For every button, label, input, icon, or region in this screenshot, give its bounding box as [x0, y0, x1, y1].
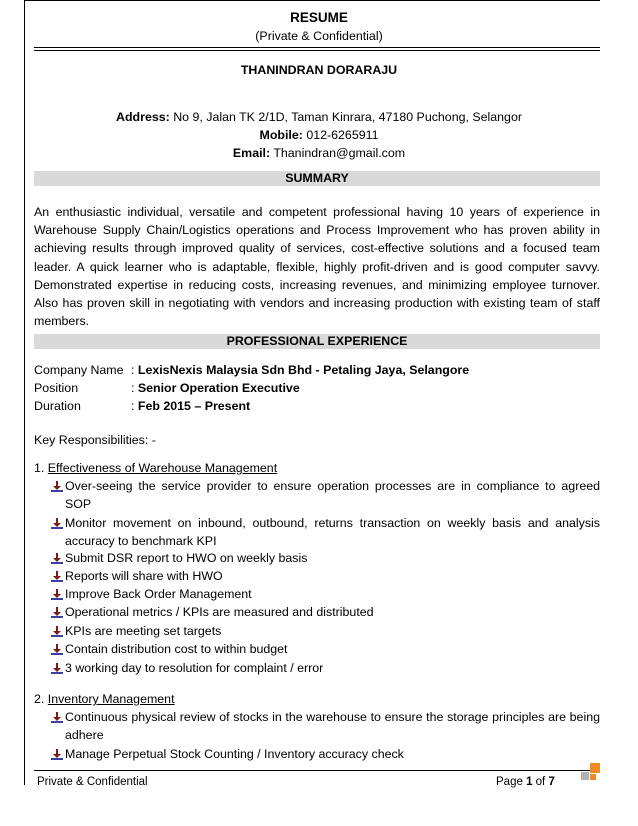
- page-frame-top: [24, 0, 600, 1]
- company-value: LexisNexis Malaysia Sdn Bhd - Petaling Jaya, Selangore: [137, 363, 470, 377]
- duration-colon: :: [131, 399, 138, 413]
- list-item: [50, 622, 600, 640]
- position-value: Senior Operation Executive: [137, 381, 300, 395]
- header-rule: [34, 47, 600, 48]
- arrow-bullet-icon: [50, 588, 64, 601]
- candidate-name: THANINDRAN DORARAJU: [240, 63, 398, 77]
- arrow-bullet-icon: [50, 711, 64, 724]
- summary-text: An enthusiastic individual, versatile and competent professional having 10 years of experience in Warehouse Supply Chain/Logistics operations and Process Improvement who has proven ability in achieving results through improved quality of services, cost-effective solutions and a focused team leader. A quick learner who is adaptable, flexible, highly profit-driven and is good computer savvy. Demonstrated expertise in reducing costs, increasing revenues, and minimizing employee turnover. Also has proven skill in negotiating with vendors and increasing production with existing team of staff members.: [34, 205, 600, 329]
- list-item-text: KPIs are meeting set targets: [65, 624, 222, 638]
- arrow-bullet-icon: [50, 606, 64, 619]
- list-item-text: Operational metrics / KPIs are measured and distributed: [65, 605, 374, 619]
- page-number: [496, 776, 555, 788]
- duration-value: Feb 2015 – Present: [137, 399, 251, 413]
- mobile-label: Mobile:: [259, 128, 303, 142]
- footer-rule: [34, 770, 600, 771]
- list-item: [50, 745, 600, 763]
- arrow-bullet-icon: [50, 552, 64, 565]
- list-item-text: Over-seeing the service provider to ensure operation processes are in compliance to agreed SOP: [65, 479, 600, 512]
- email-label: Email:: [232, 146, 271, 160]
- duration-label: Duration: [34, 399, 81, 413]
- list-item-text: Reports will share with HWO: [65, 569, 223, 583]
- document-title: RESUME: [290, 10, 348, 25]
- section-2-title: Inventory Management: [47, 692, 175, 706]
- arrow-bullet-icon: [50, 625, 64, 638]
- mobile-value: 012-6265911: [302, 128, 379, 142]
- company-label: Company Name: [34, 363, 124, 377]
- company-colon: :: [131, 363, 138, 377]
- page-current: 1: [526, 776, 533, 788]
- section-2-heading: [34, 690, 175, 708]
- list-item: [50, 549, 600, 567]
- list-item: [50, 640, 600, 658]
- address-label: Address:: [116, 110, 170, 124]
- section-1-heading: [34, 459, 277, 477]
- page-total: 7: [548, 776, 555, 788]
- address-value: No 9, Jalan TK 2/1D, Taman Kinrara, 47180 Puchong, Selangor: [169, 110, 522, 124]
- corner-squares-icon: [576, 763, 600, 787]
- section-2-number: 2.: [34, 692, 48, 706]
- arrow-bullet-icon: [50, 748, 64, 761]
- list-item-text: Contain distribution cost to within budget: [65, 642, 288, 656]
- email-value: Thanindran@gmail.com: [270, 146, 406, 160]
- list-item-text: Submit DSR report to HWO on weekly basis: [65, 551, 308, 565]
- list-item: [50, 585, 600, 603]
- header-rule-thin: [34, 50, 600, 51]
- list-item: [50, 567, 600, 585]
- list-item: [50, 477, 600, 513]
- arrow-bullet-icon: [50, 662, 64, 675]
- experience-heading: PROFESSIONAL EXPERIENCE: [34, 334, 600, 349]
- page-prefix: Page: [496, 776, 527, 788]
- footer-confidential: Private & Confidential: [37, 776, 148, 788]
- page-mid: of: [532, 776, 549, 788]
- list-item-text: Monitor movement on inbound, outbound, returns transaction on weekly basis and analysis accuracy to benchmark KPI: [65, 516, 600, 549]
- list-item: [50, 603, 600, 621]
- list-item: [50, 659, 600, 677]
- section-1-title: Effectiveness of Warehouse Management: [47, 461, 278, 475]
- list-item-text: Improve Back Order Management: [65, 587, 252, 601]
- mobile-line: [0, 128, 638, 142]
- list-item-text: Continuous physical review of stocks in the warehouse to ensure the storage principles are being adhere: [65, 710, 600, 743]
- document-subtitle: (Private & Confidential): [255, 29, 383, 43]
- email-line: [0, 146, 638, 160]
- responsibilities-label: Key Responsibilities: -: [34, 433, 156, 447]
- list-item-text: 3 working day to resolution for complaint / error: [65, 661, 324, 675]
- position-colon: :: [131, 381, 138, 395]
- list-item-text: Manage Perpetual Stock Counting / Inventory accuracy check: [65, 747, 404, 761]
- summary-heading: SUMMARY: [34, 171, 600, 186]
- list-item: [50, 514, 600, 550]
- arrow-bullet-icon: [50, 570, 64, 583]
- list-item: [50, 708, 600, 744]
- address-line: [0, 110, 638, 124]
- position-label: Position: [34, 381, 79, 395]
- section-1-number: 1.: [34, 461, 48, 475]
- arrow-bullet-icon: [50, 517, 64, 530]
- arrow-bullet-icon: [50, 480, 64, 493]
- arrow-bullet-icon: [50, 643, 64, 656]
